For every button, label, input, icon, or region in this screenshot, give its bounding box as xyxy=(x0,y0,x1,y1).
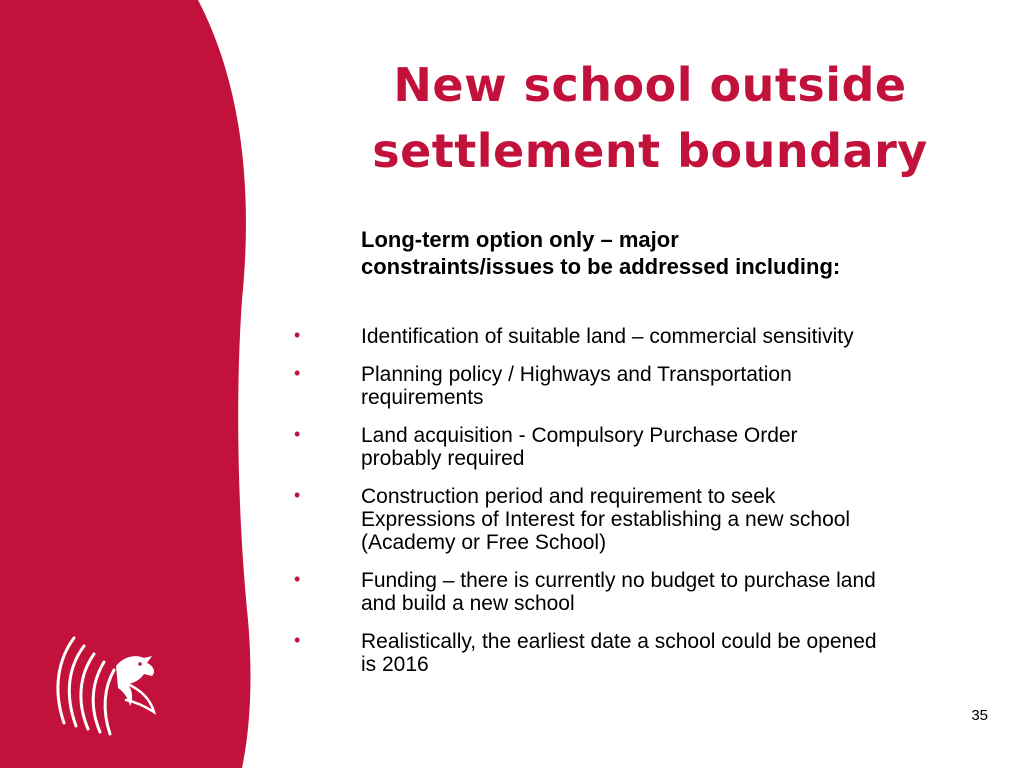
bullet-marker: • xyxy=(294,424,301,444)
bullet-item xyxy=(294,360,1004,409)
bullet-text-line: Realistically, the earliest date a school could be opened xyxy=(361,630,877,653)
bullet-text-line: probably required xyxy=(361,447,525,470)
bullet-list xyxy=(294,322,1004,688)
title-line-2: settlement boundary xyxy=(372,124,928,178)
bullet-text-line: and build a new school xyxy=(361,592,575,615)
bullet-text-line: Expressions of Interest for establishing a new school xyxy=(361,508,851,531)
bullet-text-line: Construction period and requirement to seek xyxy=(361,485,776,508)
intro-line-1: Long-term option only – major xyxy=(361,227,679,252)
bullet-text xyxy=(361,627,877,676)
page-number: 35 xyxy=(971,707,988,724)
bullet-text-line: Land acquisition - Compulsory Purchase Order xyxy=(361,424,798,447)
bullet-marker: • xyxy=(294,630,301,650)
intro-line-2: constraints/issues to be addressed including: xyxy=(361,254,841,279)
bullet-item xyxy=(294,482,1004,554)
bullet-item xyxy=(294,627,1004,676)
bullet-text xyxy=(361,360,792,409)
slide-title xyxy=(300,52,1000,184)
bullet-item xyxy=(294,566,1004,615)
bullet-text-line: Planning policy / Highways and Transportation xyxy=(361,363,792,386)
bullet-text-line: Funding – there is currently no budget to purchase land xyxy=(361,569,876,592)
bullet-marker: • xyxy=(294,363,301,383)
bullet-text xyxy=(361,566,876,615)
bullet-text-line: Identification of suitable land – commercial sensitivity xyxy=(361,325,854,348)
bullet-text-line: requirements xyxy=(361,386,484,409)
bullet-marker: • xyxy=(294,325,301,345)
bullet-text xyxy=(361,421,798,470)
title-line-1: New school outside xyxy=(393,58,907,112)
bullet-marker: • xyxy=(294,569,301,589)
intro-text xyxy=(361,226,1001,280)
bullet-text-line: (Academy or Free School) xyxy=(361,531,607,554)
bullet-marker: • xyxy=(294,485,301,505)
bullet-item xyxy=(294,421,1004,470)
bullet-text-line: is 2016 xyxy=(361,653,429,676)
bullet-text xyxy=(361,482,850,554)
dragon-feather-logo-icon xyxy=(44,628,164,743)
bullet-text xyxy=(361,322,854,348)
bullet-item xyxy=(294,322,1004,348)
